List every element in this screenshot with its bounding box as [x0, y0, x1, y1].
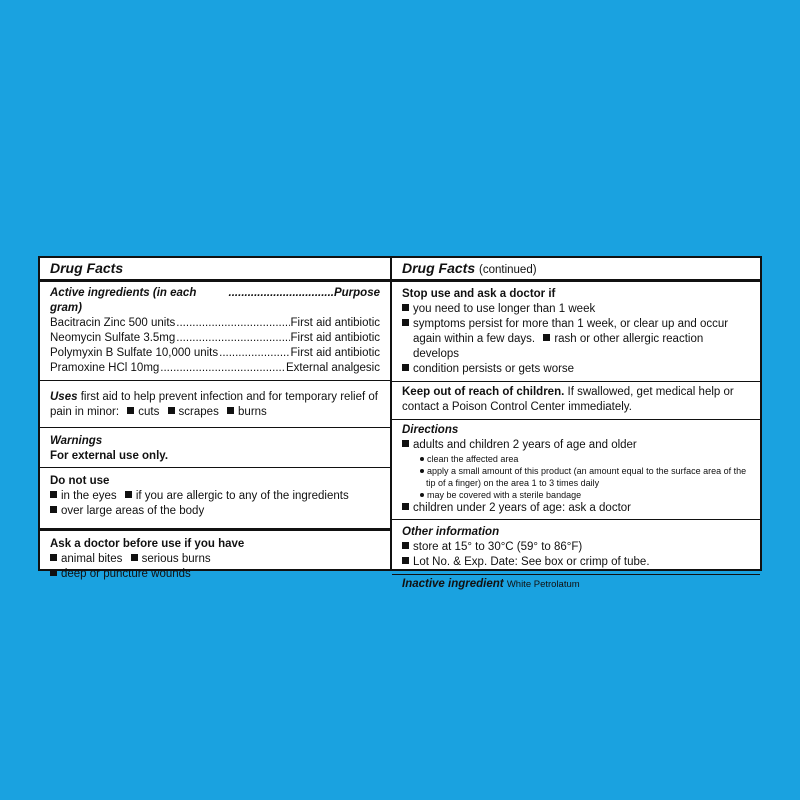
drug-facts-right-column [392, 258, 760, 590]
ask-doctor-item: animal bites [61, 553, 123, 565]
stop-use-item: condition persists or gets worse [413, 363, 575, 375]
bullet-dot-icon [420, 493, 424, 497]
ask-doctor-line [50, 552, 380, 567]
bullet-square-icon [402, 542, 409, 549]
bullet-square-icon [227, 407, 234, 414]
purpose-heading: Purpose [333, 287, 380, 299]
bullet-square-icon [50, 491, 57, 498]
bullet-square-icon [131, 554, 138, 561]
drug-facts-left-column [40, 258, 392, 580]
inactive-ingredient-text: White Petrolatum [506, 579, 580, 590]
do-not-use-item: if you are allergic to any of the ingredients [135, 490, 349, 502]
warnings-heading: Warnings [50, 435, 103, 447]
bullet-square-icon [402, 364, 409, 371]
stop-use-line [402, 362, 750, 377]
keep-out-heading: Keep out of reach of children. [402, 386, 565, 398]
ingredient-purpose: External analgesic [286, 362, 380, 374]
bullet-square-icon [402, 557, 409, 564]
keep-out-section [392, 382, 760, 420]
uses-text: first aid to help prevent infection and for temporary relief of pain in minor: [50, 391, 378, 418]
stop-use-item: symptoms persist for more than 1 week, or clear up and occur again within a few days. [413, 318, 729, 345]
ingredient-purpose: First aid antibiotic [290, 317, 380, 329]
ask-doctor-item: serious burns [141, 553, 211, 565]
directions-sub-item: clean the affected area [402, 453, 750, 465]
bullet-square-icon [50, 569, 57, 576]
bullet-square-icon [402, 503, 409, 510]
uses-item: scrapes [178, 406, 219, 418]
bullet-square-icon [50, 554, 57, 561]
stop-use-section [392, 282, 760, 382]
bullet-square-icon [127, 407, 134, 414]
do-not-use-section [40, 468, 390, 531]
bullet-square-icon [543, 334, 550, 341]
do-not-use-item: in the eyes [61, 490, 117, 502]
directions-sub-item: may be covered with a sterile bandage [402, 489, 750, 501]
ask-doctor-section [40, 531, 390, 586]
inactive-ingredient-heading: Inactive ingredient [402, 578, 504, 590]
other-information-section [392, 520, 760, 575]
bullet-square-icon [402, 440, 409, 447]
do-not-use-item: over large areas of the body [61, 505, 205, 517]
directions-adults: adults and children 2 years of age and older [413, 439, 637, 451]
ingredient-row [50, 346, 380, 361]
stop-use-item: rash or other allergic reaction develops [413, 333, 704, 360]
ingredient-name: Bacitracin Zinc 500 units [50, 317, 176, 329]
stop-use-line [402, 302, 750, 317]
stop-use-item: you need to use longer than 1 week [413, 303, 596, 315]
ingredient-purpose: First aid antibiotic [290, 347, 380, 359]
directions-children: children under 2 years of age: ask a doctor [413, 502, 631, 514]
keep-out-text: If swallowed, get medical help or contact a Poison Control Center immediately. [402, 386, 734, 413]
other-information-item: Lot No. & Exp. Date: See box or crimp of tube. [413, 556, 650, 568]
ask-doctor-item: deep or puncture wounds [61, 568, 191, 580]
bullet-square-icon [402, 304, 409, 311]
bullet-dot-icon [420, 469, 424, 473]
ingredient-name: Neomycin Sulfate 3.5mg [50, 332, 176, 344]
directions-sub-item: apply a small amount of this product (an amount equal to the surface area of the tip of a finger) on the area 1 to 3 times daily [402, 465, 750, 489]
bullet-square-icon [168, 407, 175, 414]
uses-item: burns [238, 406, 267, 418]
ingredient-row [50, 316, 380, 331]
ingredient-row [50, 331, 380, 346]
directions-line [402, 501, 750, 516]
other-information-line [402, 540, 750, 555]
do-not-use-line [50, 504, 380, 519]
ingredient-name: Polymyxin B Sulfate 10,000 units [50, 347, 219, 359]
bullet-square-icon [125, 491, 132, 498]
do-not-use-heading: Do not use [50, 475, 110, 487]
stop-use-line [402, 317, 750, 362]
bullet-dot-icon [420, 457, 424, 461]
ingredient-row [50, 361, 380, 376]
directions-section [392, 420, 760, 520]
drug-facts-panel [38, 256, 762, 590]
active-ingredients-heading: Active ingredients (in each gram) [50, 287, 197, 314]
bullet-square-icon [50, 506, 57, 513]
drug-facts-continued-title [392, 258, 760, 282]
drug-facts-title: Drug Facts [40, 258, 390, 282]
uses-section [40, 381, 390, 428]
active-ingredients-section [40, 282, 390, 381]
active-ingredients-dots: ................................. [228, 287, 334, 299]
inactive-ingredient-section [392, 575, 760, 596]
other-information-heading: Other information [402, 526, 500, 538]
ingredient-purpose: First aid antibiotic [290, 332, 380, 344]
directions-heading: Directions [402, 424, 459, 436]
other-information-item: store at 15° to 30°C (59° to 86°F) [413, 541, 583, 553]
ask-doctor-heading: Ask a doctor before use if you have [50, 538, 245, 550]
ingredient-name: Pramoxine HCl 10mg [50, 362, 160, 374]
external-use-only: For external use only. [50, 450, 169, 462]
stop-use-heading: Stop use and ask a doctor if [402, 288, 556, 300]
warnings-section [40, 428, 390, 468]
do-not-use-line [50, 489, 380, 504]
uses-item: cuts [138, 406, 160, 418]
uses-heading: Uses [50, 391, 78, 403]
active-ingredients-heading-row [50, 286, 380, 316]
other-information-line [402, 555, 750, 570]
bullet-square-icon [402, 319, 409, 326]
drug-facts-title: Drug Facts [402, 260, 476, 276]
continued-label: (continued) [479, 264, 537, 276]
directions-line [402, 438, 750, 453]
ask-doctor-line [50, 567, 380, 582]
